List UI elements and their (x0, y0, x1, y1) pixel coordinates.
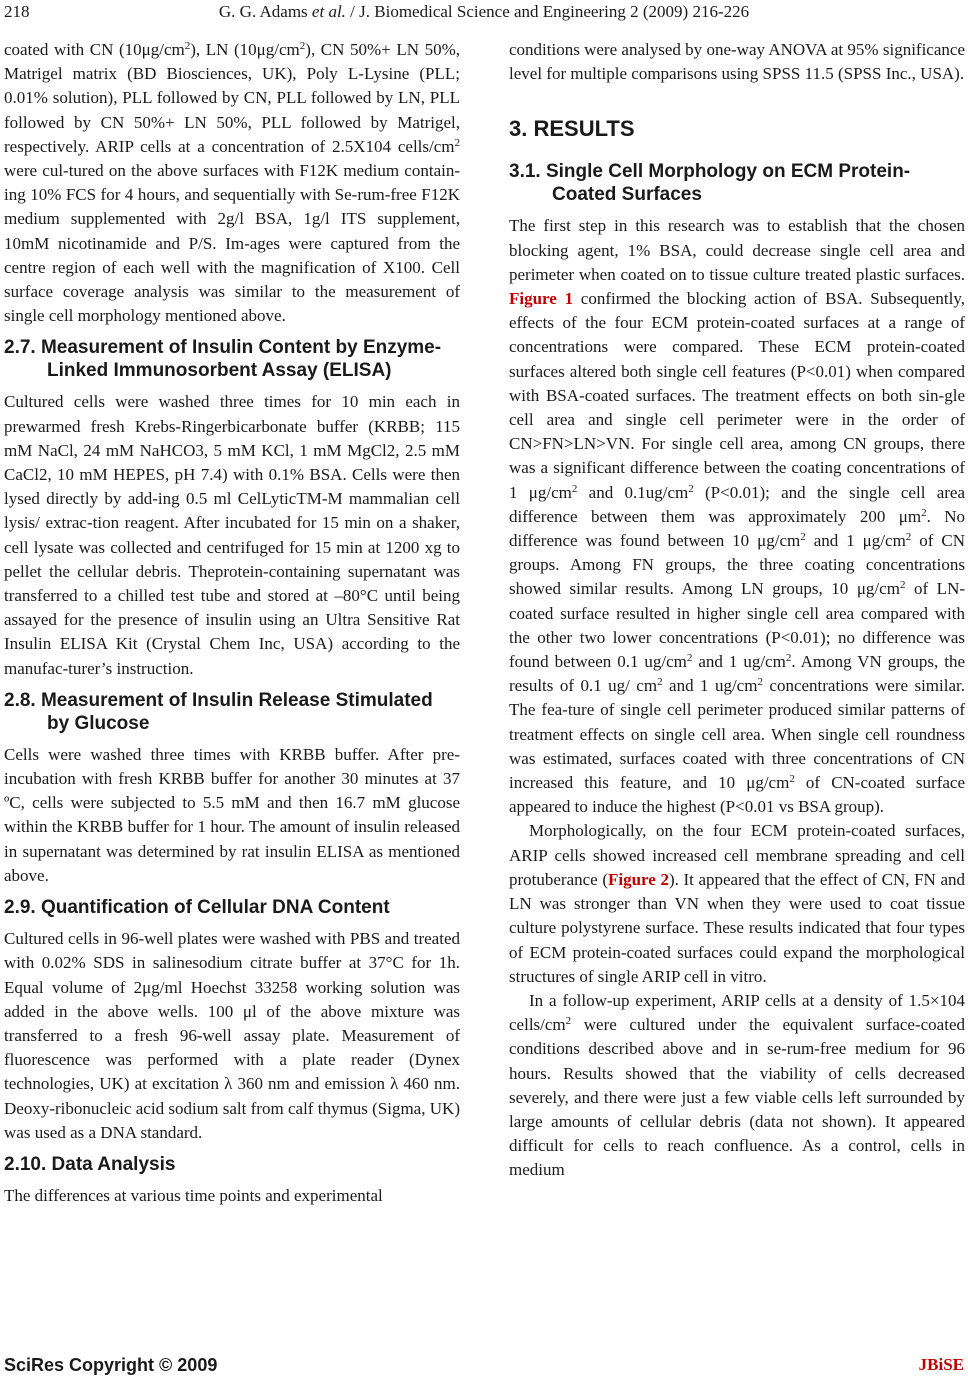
left-column (4, 38, 460, 1208)
paragraph-data-analysis: The differences at various time points and experimental (4, 1185, 383, 1205)
running-authors: G. G. Adams (218, 2, 312, 21)
paragraph-single-cell-morphology: The first step in this research was to establish that the chosen blocking agent, 1% BSA, could decrease single cell area and perimeter when coated on to tissue culture treated plastic surfaces. Figure 1 confirmed the blocking action of BSA. Subsequently, effects of the four ECM protein-coated surfaces at a range of concentrations were compared. These ECM protein-coated surfaces altered both single cell features (P<0.01) when compared with BSA-coated surfaces. The treatment effects on both sin-gle cell area and single cell perimeter were in the order of CN>FN>LN>VN. For single cell area, among CN groups, there was a significant difference between the coating concentrations of 1 $\mu g/cm^2$ and $0.1ug/cm^2$ (P<0.01); and the single cell area difference between them was approximately 200 $\mu m^2$. No difference was found between 10 $\mu g/cm^2$ and 1 $\mu g/cm^2$ of CN groups. Among FN groups, the three coating concentrations showed similar results. Among LN groups, 10 $\mu g/cm^2$ of LN-coated surface resulted in higher single cell area compared with the other two lower concentrations (P<0.01); no difference was found between 0.1 $ug/cm^2$ and 1 $ug/cm^2$. Among VN groups, the results of 0.1 ug/ $cm^2$ and 1 $ug/cm^2$ concentrations were similar. The fea-ture of single cell perimeter produced similar patterns of treatment effects on single cell area. When single cell roundness was estimated, surfaces coated with three concentrations of CN increased this feature, and 10 $\mu g/cm^2$ of CN-coated surface appeared to induce the highest (P<0.01 vs BSA group). (509, 216, 966, 817)
running-etal: et al. (311, 2, 346, 21)
paragraph-dna-content: Cultured cells in 96-well plates were washed with PBS and treated with 0.02% SDS in salinesodium citrate buffer at 37°C for 1h. Equal volume of 2μg/ml Hoechst 33258 working solution was added in the above wells. 100 μl of the above mixture was transferred to a fresh 96-well assay plate. Measurement of fluorescence was performed with a plate reader (Dynex technologies, UK) at excitation λ 360 nm and emission λ 460 nm. Deoxy-ribonucleic acid sodium salt from calf thymus (Sigma, UK) was used as a DNA standard. (4, 929, 460, 1142)
figure-1-link[interactable]: Figure 1 (509, 289, 574, 309)
paragraph-morphology-figure2: Morphologically, on the four ECM protein-coated surfaces, ARIP cells showed increased cell membrane spreading and cell protuberance (Figure 2). It appeared that the effect of CN, FN and LN was stronger than VN when they were used to coat tissue culture polystyrene surface. These results indicated that four types of ECM protein-coated surfaces could expand the morphological structures of single ARIP cell in vitro. (509, 821, 965, 986)
section-heading-results: 3. RESULTS (509, 116, 635, 142)
page-footer (0, 1351, 968, 1381)
paragraph-insulin-release: Cells were washed three times with KRBB buffer. After pre-incubation with fresh KRBB buffer for another 30 minutes at 37 ºC, cells were subjected to 5.5 mM and then 16.7 mM glucose within the KRBB buffer for 1 hour. The amount of insulin released in supernatant was determined by rat insulin ELISA as mentioned above. (4, 744, 460, 885)
running-header (0, 2, 968, 26)
section-heading-2-10: 2.10. Data Analysis (4, 1153, 176, 1175)
journal-abbreviation: JBiSE (918, 1355, 964, 1374)
section-heading-2-7: 2.7. Measurement of Insulin Content by Enzyme-Linked Immunosorbent Assay (ELISA) (4, 337, 442, 382)
page-number: 218 (4, 2, 30, 21)
paragraph-follow-up: In a follow-up experiment, ARIP cells at a density of 1.5×104 cells/$cm^2$ were cultured under the equivalent surface-coated conditions described above and in se-rum-free medium for 96 hours. Results showed that the viability of cells decreased severely, and there were just a few viable cells left surrounded by large amounts of cellular debris (data not shown). It appeared difficult for cells to reach confluence. As a control, cells in medium (509, 990, 965, 1180)
paragraph-insulin-content: Cultured cells were washed three times for 10 min each in prewarmed fresh Krebs-Ringerbicarbonate buffer (KRBB; 115 mM NaCl, 24 mM NaHCO3, 5 mM KCl, 1 mM MgCl2, 2.5 mM CaCl2, 10 mM HEPES, pH 7.4) with 0.1% BSA. Cells were then lysed directly by add-ing 0.5 ml CelLyticTM-M mammalian cell lysis/ extrac-tion reagent. After incubated for 15 min on a shaker, cell lysate was collected and centrifuged for 15 min at 1200 xg to pellet the cellular debris. Theprotein-containing supernatant was transferred to a chilled test tube and stored at –80°C until being assayed for the presence of insulin using an Ultra Sensitive Rat Insulin ELISA Kit (Crystal Chem Inc, USA) according to the manufac-turer’s instruction. (4, 392, 460, 678)
running-title (0, 2, 968, 22)
copyright-text: SciRes Copyright © 2009 (4, 1355, 218, 1375)
paragraph-surface-coverage: coated with CN $(10\mu g/cm^2)$, LN $(10\mu g/cm^2)$, CN 50%+ LN 50%, Matrigel matrix (BD Biosciences, UK), Poly L-Lysine (PLL; 0.01% solution), PLL followed by CN, PLL followed by LN, PLL followed by CN 50%+ LN 50%, PLL followed by Matrigel, respectively. ARIP cells at a concentration of 2.5X104 cells/$cm^2$ were cul-tured on the above surfaces with F12K medium contain-ing 10% FCS for 4 hours, and sequentially with Se-rum-free F12K medium supplemented with 2g/l BSA, 1g/l ITS supplement, 10mM nicotinamide and P/S. Im-ages were captured from the centre region of each well with the magnification of X100. Cell surface coverage analysis was similar to the measurement of single cell morphology mentioned above. (4, 40, 460, 326)
running-journal: / J. Biomedical Science and Engineering 2 (2009) 216-226 (345, 2, 750, 21)
section-heading-2-9: 2.9. Quantification of Cellular DNA Content (4, 897, 390, 919)
section-heading-2-8: 2.8. Measurement of Insulin Release Stimulated by Glucose (4, 689, 433, 734)
section-heading-3-1: 3.1. Single Cell Morphology on ECM Protein-Coated Surfaces (509, 161, 911, 206)
figure-2-link[interactable]: Figure 2 (608, 869, 669, 889)
paragraph-data-analysis-cont: conditions were analysed by one-way ANOVA at 95% significance level for multiple comparisons using SPSS 11.5 (SPSS Inc., USA). (509, 40, 965, 84)
right-column (509, 38, 965, 1183)
